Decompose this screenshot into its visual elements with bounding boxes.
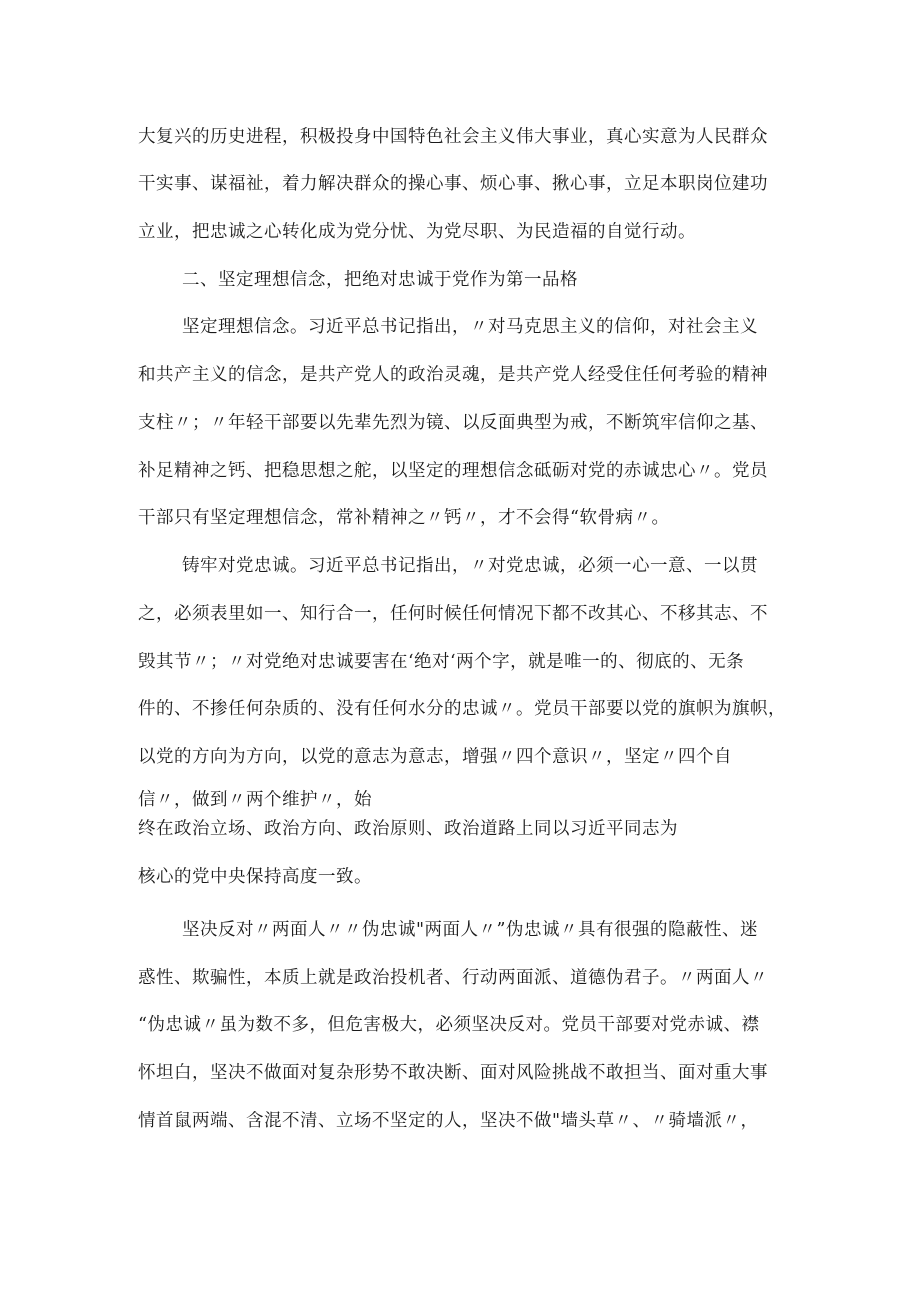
text-line: 立业，把忠诚之心转化成为党分忧、为党尽职、为民造福的自觉行动。: [138, 222, 696, 242]
text-line: 补足精神之钙、把稳思想之舵，以坚定的理想信念砥砺对党的赤诚忠心〃。党员: [138, 461, 768, 481]
text-line: 大复兴的历史进程，积极投身中国特色社会主义伟大事业，真心实意为人民群众: [138, 127, 768, 147]
text-line: 情首鼠两端、含混不清、立场不坚定的人，坚决不做"墙头草〃、〃骑墙派〃，: [138, 1111, 759, 1131]
text-line: 惑性、欺骗性，本质上就是政治投机者、行动两面派、道德伪君子。〃两面人〃: [138, 968, 768, 988]
text-line: 坚决反对〃两面人〃〃伪忠诚"两面人〃”伪忠诚〃具有很强的隐蔽性、迷: [182, 920, 758, 940]
text-line: 信〃，做到〃两个维护〃，始: [138, 790, 372, 810]
text-line: 毁其节〃；〃对党绝对忠诚要害在‘绝对‘两个字，就是唯一的、彻底的、无条: [138, 652, 745, 672]
text-line: “伪忠诚〃虽为数不多，但危害极大，必须坚决反对。党员干部要对党赤诚、襟: [138, 1015, 760, 1035]
text-line: 坚定理想信念。习近平总书记指出，〃对马克思主义的信仰，对社会主义: [182, 317, 758, 337]
text-line: 之，必须表里如一、知行合一，任何时候任何情况下都不改其心、不移其志、不: [138, 604, 768, 624]
text-line: 和共产主义的信念，是共产党人的政治灵魂，是共产党人经受住任何考验的精神: [138, 365, 768, 385]
text-line: 铸牢对党忠诚。习近平总书记指出，〃对党忠诚，必须一心一意、一以贯: [182, 556, 758, 576]
text-line: 核心的党中央保持高度一致。: [138, 867, 372, 887]
text-line: 件的、不掺任何杂质的、没有任何水分的忠诚〃。党员干部要以党的旗帜为旗帜，: [138, 699, 786, 719]
text-line: 以党的方向为方向，以党的意志为意志，增强〃四个意识〃，坚定〃四个自: [138, 747, 732, 767]
text-line: 终在政治立场、政治方向、政治原则、政治道路上同以习近平同志为: [138, 819, 678, 839]
text-line: 支柱〃；〃年轻干部要以先辈先烈为镜、以反面典型为戒，不断筑牢信仰之基、: [138, 413, 768, 433]
text-line: 干实事、谋福祉，着力解决群众的操心事、烦心事、揪心事，立足本职岗位建功: [138, 174, 768, 194]
text-line: 干部只有坚定理想信念，常补精神之〃钙〃，才不会得“软骨病〃。: [138, 508, 670, 528]
text-line: 怀坦白，坚决不做面对复杂形势不敢决断、面对风险挑战不敢担当、面对重大事: [138, 1063, 768, 1083]
section-heading: 二、坚定理想信念，把绝对忠诚于党作为第一品格: [182, 270, 578, 290]
